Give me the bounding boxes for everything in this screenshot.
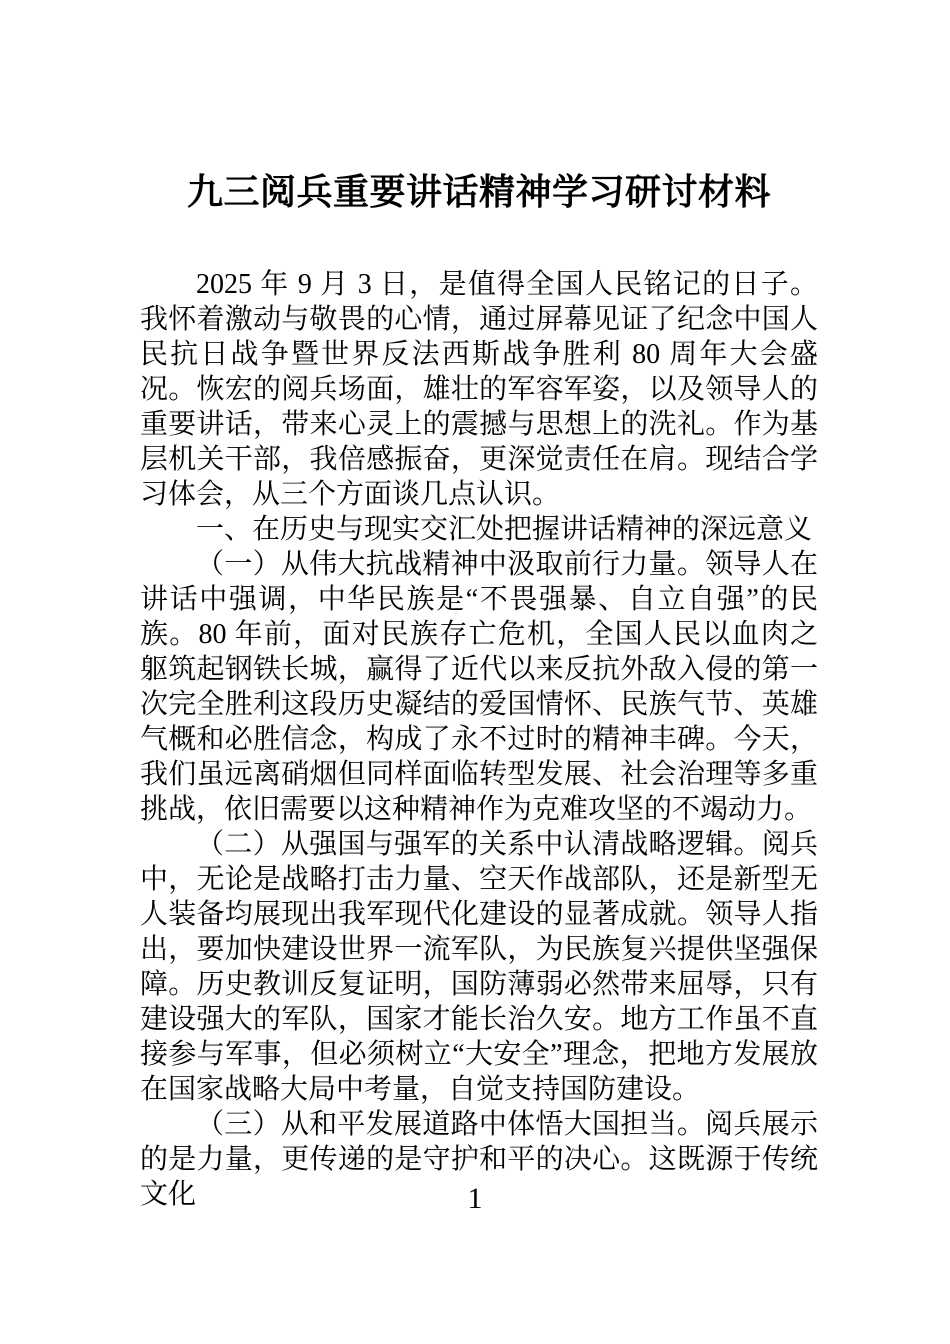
point-3-paragraph: （三）从和平发展道路中体悟大国担当。阅兵展示的是力量，更传递的是守护和平的决心。这既源于传统文化 [140, 1109, 818, 1210]
point-1-paragraph: （一）从伟大抗战精神中汲取前行力量。领导人在讲话中强调，中华民族是“不畏强暴、自立自强”的民族。80 年前，面对民族存亡危机，全国人民以血肉之躯筑起钢铁长城，赢得了近代以来反抗外敌入侵的第一次完全胜利这段历史凝结的爱国情怀、民族气节、英雄气概和必胜信念，构成了永不过时的精神丰碑。今天，我们虽远离硝烟但同样面临转型发展、社会治理等多重挑战，依旧需要以这种精神作为克难攻坚的不竭动力。 [140, 549, 818, 825]
document-title: 九三阅兵重要讲话精神学习研讨材料 [186, 171, 771, 212]
section-1-heading: 一、在历史与现实交汇处把握讲话精神的深远意义 [196, 514, 813, 545]
intro-paragraph: 2025 年 9 月 3 日，是值得全国人民铭记的日子。我怀着激动与敬畏的心情，通过屏幕见证了纪念中国人民抗日战争暨世界反法西斯战争胜利 80 周年大会盛况。恢宏的阅兵场面，雄壮的军容军姿，以及领导人的重要讲话，带来心灵上的震撼与思想上的洗礼。作为基层机关干部，我倍感振奋，更深觉责任在肩。现结合学习体会，从三个方面谈几点认识。 [140, 269, 818, 510]
page-number: 1 [467, 1182, 483, 1215]
point-2-paragraph: （二）从强国与强军的关系中认清战略逻辑。阅兵中，无论是战略打击力量、空天作战部队，还是新型无人装备均展现出我军现代化建设的显著成就。领导人指出，要加快建设世界一流军队，为民族复兴提供坚强保障。历史教训反复证明，国防薄弱必然带来屈辱，只有建设强大的军队，国家才能长治久安。地方工作虽不直接参与军事，但必须树立“大安全”理念，把地方发展放在国家战略大局中考量，自觉支持国防建设。 [140, 829, 818, 1105]
